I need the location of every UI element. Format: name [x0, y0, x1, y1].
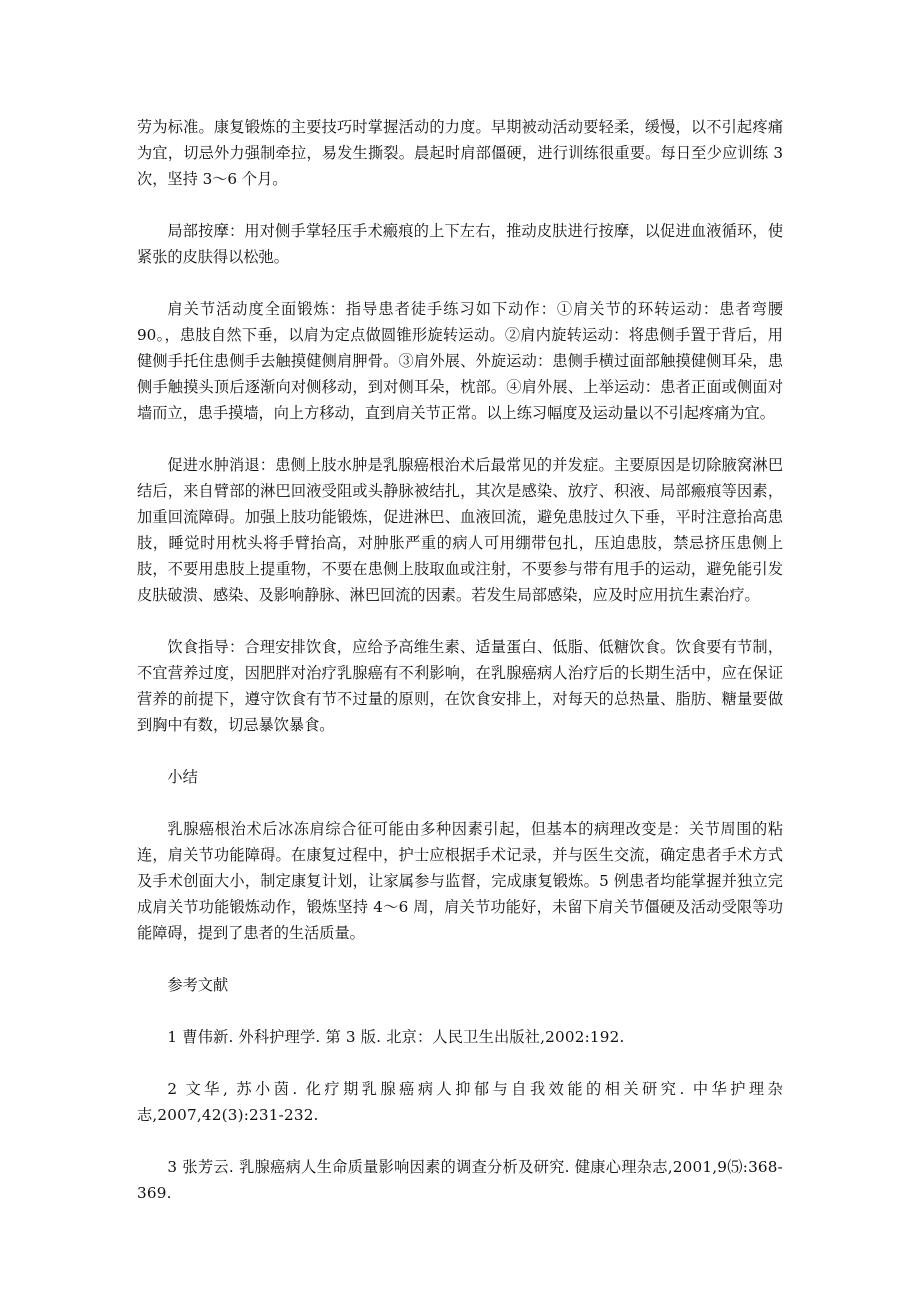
document-body: [137, 114, 783, 1232]
paragraph-edema: 促进水肿消退：患侧上肢水肿是乳腺癌根治术后最常见的并发症。主要原因是切除腋窝淋巴结后，来自臂部的淋巴回液受阻或头静脉被结扎，其次是感染、放疗、积液、局部瘢痕等因素，加重回流障碍。加强上肢功能锻炼，促进淋巴、血液回流，避免患肢过久下垂，平时注意抬高患肢，睡觉时用枕头将手臂抬高，对肿胀严重的病人可用绷带包扎，压迫患肢，禁忌挤压患侧上肢，不要用患肢上提重物，不要在患侧上肢取血或注射，不要参与带有甩手的运动，避免能引发皮肤破溃、感染、及影响静脉、淋巴回流的因素。若发生局部感染，应及时应用抗生素治疗。: [137, 456, 783, 604]
reference-item-3: 3 张芳云. 乳腺癌病人生命质量影响因素的调查分析及研究. 健康心理杂志,2001,9⑸:368-369.: [137, 1158, 783, 1202]
summary-heading: 小结: [167, 768, 198, 786]
paragraph-shoulder-exercise: 肩关节活动度全面锻炼：指导患者徒手练习如下动作：①肩关节的环转运动：患者弯腰 90。，患肢自然下垂，以肩为定点做圆锥形旋转运动。②肩内旋转运动：将患侧手置于背后，用健侧手托住患侧手去触摸健侧肩胛骨。③肩外展、外旋运动：患侧手横过面部触摸健侧耳朵，患侧手触摸头顶后逐渐向对侧移动，到对侧耳朵，枕部。④肩外展、上举运动：患者正面或侧面对墙而立，患手摸墙，向上方移动，直到肩关节正常。以上练习幅度及运动量以不引起疼痛为宜。: [137, 300, 783, 422]
reference-item-1: 1 曹伟新. 外科护理学. 第 3 版. 北京：人民卫生出版社,2002:192.: [167, 1028, 625, 1046]
references-heading: 参考文献: [167, 976, 229, 994]
paragraph-local-massage: 局部按摩：用对侧手掌轻压手术瘢痕的上下左右，推动皮肤进行按摩，以促进血液循环，使紧张的皮肤得以松弛。: [137, 222, 783, 266]
summary-paragraph: 乳腺癌根治术后冰冻肩综合征可能由多种因素引起，但基本的病理改变是：关节周围的粘连，肩关节功能障碍。在康复过程中，护士应根据手术记录，并与医生交流，确定患者手术方式及手术创面大小，制定康复计划，让家属参与监督，完成康复锻炼。5 例患者均能掌握并独立完成肩关节功能锻炼动作，锻炼坚持 4～6 周，肩关节功能好，未留下肩关节僵硬及活动受限等功能障碍，提到了患者的生活质量。: [137, 820, 783, 942]
paragraph-rehab-intro: 劳为标准。康复锻炼的主要技巧时掌握活动的力度。早期被动活动要轻柔，缓慢，以不引起疼痛为宜，切忌外力强制牵拉，易发生撕裂。晨起时肩部僵硬，进行训练很重要。每日至少应训练 3 次，坚持 3～6 个月。: [137, 118, 783, 188]
paragraph-diet: 饮食指导：合理安排饮食，应给予高维生素、适量蛋白、低脂、低糖饮食。饮食要有节制，不宜营养过度，因肥胖对治疗乳腺癌有不利影响，在乳腺癌病人治疗后的长期生活中，应在保证营养的前提下，遵守饮食有节不过量的原则，在饮食安排上，对每天的总热量、脂肪、糖量要做到胸中有数，切忌暴饮暴食。: [137, 638, 783, 734]
reference-item-2: 2 文华, 苏小茵. 化疗期乳腺癌病人抑郁与自我效能的相关研究. 中华护理杂志,2007,42(3):231-232.: [137, 1080, 783, 1124]
